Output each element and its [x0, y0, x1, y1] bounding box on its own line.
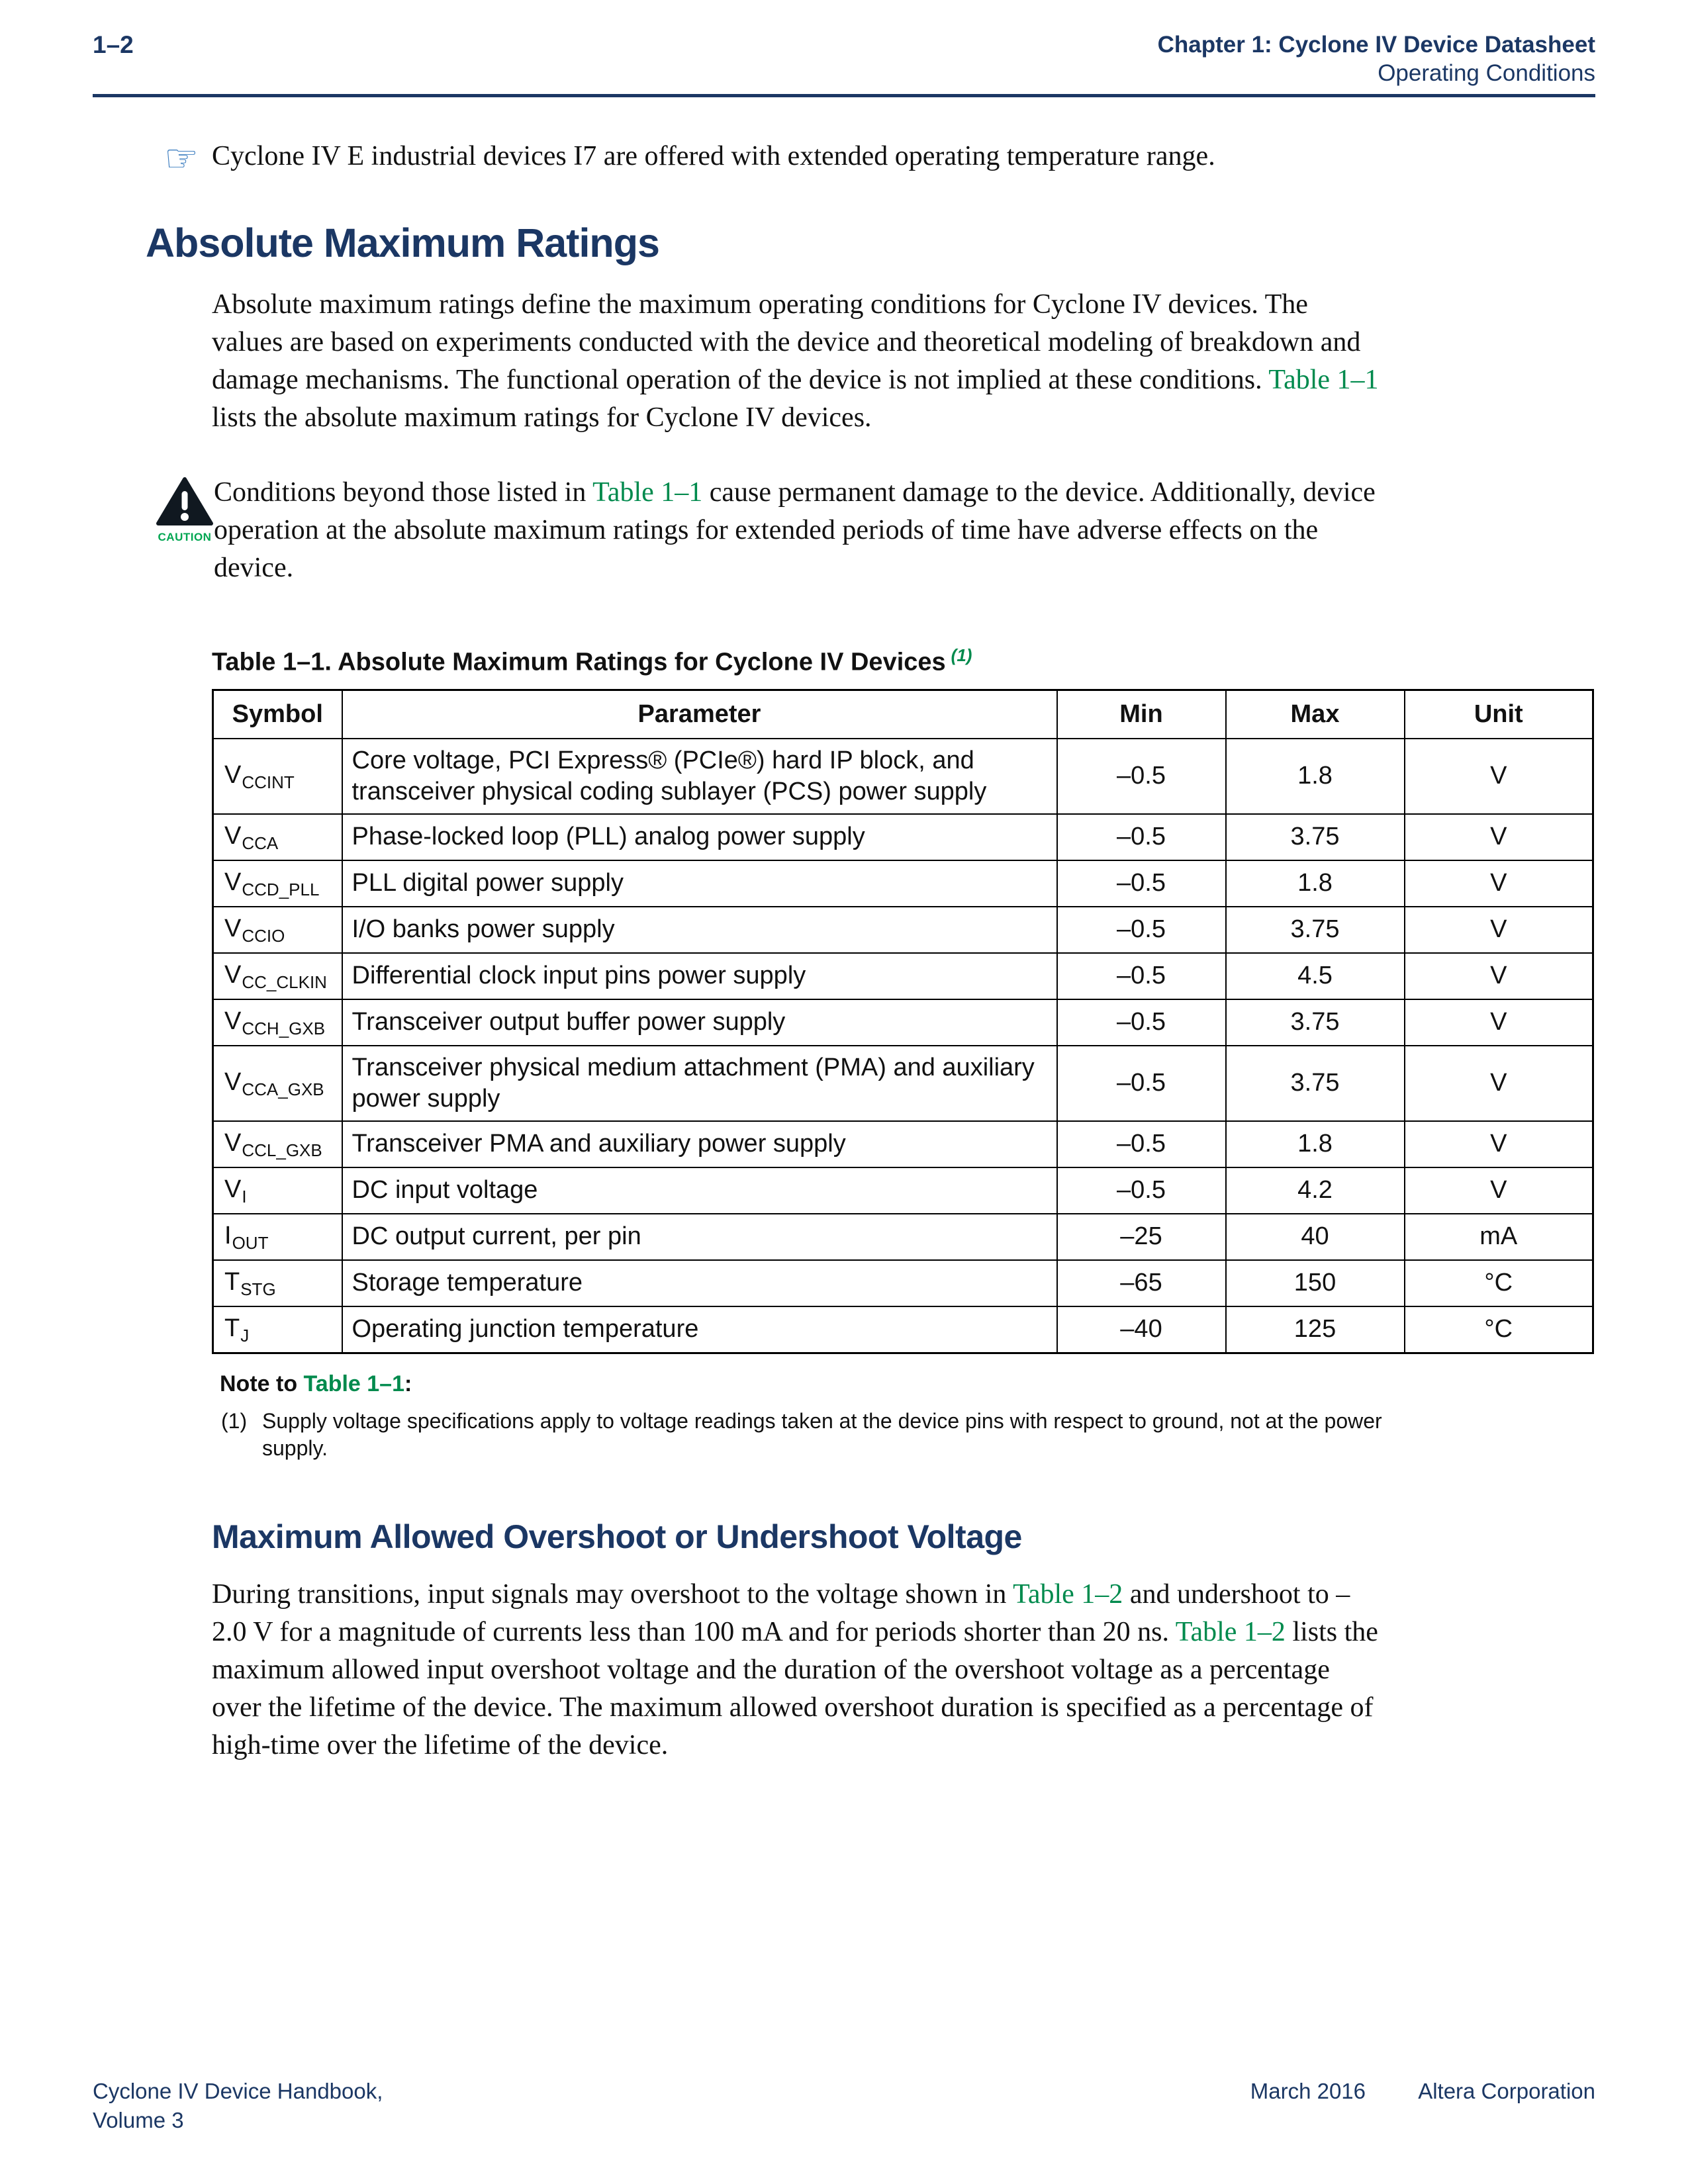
symbol-cell — [213, 814, 342, 860]
table-row — [213, 1306, 1593, 1353]
table-row — [213, 999, 1593, 1046]
min-cell: –0.5 — [1057, 999, 1226, 1046]
table-1-1-block — [212, 645, 1592, 1462]
min-cell: –65 — [1057, 1260, 1226, 1306]
parameter-cell: DC output current, per pin — [342, 1214, 1057, 1260]
symbol-subscript: J — [240, 1325, 250, 1345]
chapter-title: Chapter 1: Cyclone IV Device Datasheet — [1157, 32, 1595, 58]
symbol-base: V — [224, 1068, 242, 1096]
symbol-base: V — [224, 821, 242, 850]
max-cell: 40 — [1226, 1214, 1405, 1260]
min-cell: –0.5 — [1057, 860, 1226, 907]
symbol-cell — [213, 739, 342, 814]
handbook-title: Cyclone IV Device Handbook, — [93, 2079, 383, 2103]
parameter-cell: Transceiver PMA and auxiliary power supply — [342, 1121, 1057, 1167]
parameter-cell: Transceiver physical medium attachment (PMA) and auxiliary power supply — [342, 1046, 1057, 1121]
abs-max-table-body — [213, 739, 1593, 1353]
table-row — [213, 1214, 1593, 1260]
unit-cell: V — [1405, 860, 1593, 907]
symbol-cell — [213, 1306, 342, 1353]
table-1-2-link[interactable]: Table 1–2 — [1013, 1578, 1123, 1610]
caution-icon — [156, 477, 214, 587]
parameter-cell: Core voltage, PCI Express® (PCIe®) hard IP block, and transceiver physical coding sublayer (PCS) power supply — [342, 739, 1057, 814]
symbol-base: T — [224, 1314, 240, 1342]
max-cell: 3.75 — [1226, 907, 1405, 953]
symbol-subscript: CCH_GXB — [242, 1018, 326, 1038]
min-cell: –25 — [1057, 1214, 1226, 1260]
column-header-min: Min — [1057, 690, 1226, 739]
page-number: 1–2 — [93, 31, 134, 58]
paragraph-text: During transitions, input signals may overshoot to the voltage shown in — [212, 1578, 1013, 1610]
unit-cell: V — [1405, 1167, 1593, 1214]
symbol-base: V — [224, 1007, 242, 1035]
caution-label: CAUTION — [158, 531, 212, 543]
symbol-cell — [213, 860, 342, 907]
unit-cell: mA — [1405, 1214, 1593, 1260]
unit-cell: V — [1405, 999, 1593, 1046]
table-row — [213, 860, 1593, 907]
table-row — [213, 1046, 1593, 1121]
footnote-number: (1) — [221, 1408, 248, 1433]
section-title: Absolute Maximum Ratings — [146, 220, 659, 265]
symbol-subscript: CCIO — [242, 925, 285, 946]
min-cell: –0.5 — [1057, 739, 1226, 814]
abs-max-paragraph — [212, 286, 1383, 437]
symbol-cell — [213, 907, 342, 953]
min-cell: –40 — [1057, 1306, 1226, 1353]
min-cell: –0.5 — [1057, 907, 1226, 953]
max-cell: 1.8 — [1226, 739, 1405, 814]
table-footnote — [221, 1408, 1592, 1462]
symbol-base: V — [224, 760, 242, 789]
symbol-subscript: STG — [240, 1279, 276, 1299]
table-1-1-link[interactable]: Table 1–1 — [1268, 365, 1379, 395]
symbol-cell — [213, 1214, 342, 1260]
max-cell: 150 — [1226, 1260, 1405, 1306]
header-right — [1158, 30, 1595, 87]
paragraph-text: cause permanent damage to the device. Additionally, device operation at the absolute maximum ratings for extended periods of time have adverse effects on the device. — [214, 477, 1376, 583]
column-header-symbol: Symbol — [213, 690, 342, 739]
column-header-unit: Unit — [1405, 690, 1593, 739]
header-section-title: Operating Conditions — [1378, 60, 1595, 86]
symbol-base: V — [224, 1175, 242, 1203]
parameter-cell: Differential clock input pins power supply — [342, 953, 1057, 999]
symbol-subscript: CCA — [242, 833, 279, 853]
symbol-subscript: CC_CLKIN — [242, 972, 327, 992]
unit-cell: V — [1405, 739, 1593, 814]
table-row — [213, 1167, 1593, 1214]
table-1-1-link[interactable]: Table 1–1 — [303, 1371, 404, 1396]
table-1-2-link[interactable]: Table 1–2 — [1175, 1616, 1286, 1647]
table-row — [213, 953, 1593, 999]
page-content — [93, 111, 1595, 1764]
symbol-subscript: CCD_PLL — [242, 879, 320, 899]
paragraph-text: Absolute maximum ratings define the maximum operating conditions for Cyclone IV devices. The values are based on experiments conducted with the device and theoretical modeling of breakdown and damage mechanisms. The functional operation of the device is not implied at these conditions. — [212, 289, 1361, 395]
footer-date: March 2016 — [1250, 2079, 1366, 2103]
symbol-subscript: I — [242, 1186, 247, 1206]
paragraph-text: Conditions beyond those listed in — [214, 477, 593, 508]
symbol-cell — [213, 999, 342, 1046]
page-footer — [93, 2077, 1595, 2135]
unit-cell: °C — [1405, 1260, 1593, 1306]
table-caption — [212, 645, 1592, 677]
unit-cell: °C — [1405, 1306, 1593, 1353]
note-label: : — [404, 1371, 412, 1396]
table-row — [213, 739, 1593, 814]
overshoot-paragraph — [212, 1576, 1383, 1764]
note-callout — [164, 138, 1595, 179]
symbol-subscript: OUT — [232, 1232, 269, 1253]
parameter-cell: Transceiver output buffer power supply — [342, 999, 1057, 1046]
unit-cell: V — [1405, 1046, 1593, 1121]
symbol-base: V — [224, 1128, 242, 1157]
symbol-cell — [213, 1121, 342, 1167]
max-cell: 3.75 — [1226, 1046, 1405, 1121]
page-header — [93, 30, 1595, 97]
symbol-base: I — [224, 1221, 232, 1250]
pointing-hand-icon: ☞ — [164, 136, 199, 181]
max-cell: 3.75 — [1226, 814, 1405, 860]
table-1-1-link[interactable]: Table 1–1 — [592, 477, 703, 508]
footer-company: Altera Corporation — [1418, 2079, 1595, 2103]
min-cell: –0.5 — [1057, 1167, 1226, 1214]
parameter-cell: DC input voltage — [342, 1167, 1057, 1214]
note-label: Note to — [220, 1371, 304, 1396]
unit-cell: V — [1405, 953, 1593, 999]
table-row — [213, 1121, 1593, 1167]
abs-max-table — [212, 689, 1594, 1354]
table-row — [213, 814, 1593, 860]
parameter-cell: I/O banks power supply — [342, 907, 1057, 953]
caution-triangle-icon — [156, 477, 214, 527]
symbol-base: T — [224, 1267, 240, 1296]
footnote-text: Supply voltage specifications apply to voltage readings taken at the device pins with respect to ground, not at the power supply. — [262, 1408, 1382, 1460]
max-cell: 1.8 — [1226, 1121, 1405, 1167]
paragraph-text: lists the maximum allowed input overshoot voltage and the duration of the overshoot voltage as a percentage over the lifetime of the device. The maximum allowed overshoot duration is specified as a percentage of high-time over the lifetime of the device. — [212, 1616, 1378, 1760]
footer-left — [93, 2077, 383, 2135]
min-cell: –0.5 — [1057, 814, 1226, 860]
min-cell: –0.5 — [1057, 1046, 1226, 1121]
column-header-parameter: Parameter — [342, 690, 1057, 739]
table-note-heading — [220, 1371, 1592, 1397]
symbol-cell — [213, 1167, 342, 1214]
table-row — [213, 907, 1593, 953]
min-cell: –0.5 — [1057, 1121, 1226, 1167]
unit-cell: V — [1405, 814, 1593, 860]
parameter-cell: Operating junction temperature — [342, 1306, 1057, 1353]
unit-cell: V — [1405, 907, 1593, 953]
symbol-subscript: CCL_GXB — [242, 1140, 322, 1160]
max-cell: 125 — [1226, 1306, 1405, 1353]
max-cell: 4.5 — [1226, 953, 1405, 999]
symbol-cell — [213, 1260, 342, 1306]
handbook-volume: Volume 3 — [93, 2108, 184, 2132]
unit-cell: V — [1405, 1121, 1593, 1167]
symbol-subscript: CCINT — [242, 772, 295, 792]
symbol-cell — [213, 953, 342, 999]
caution-callout — [156, 474, 1595, 587]
caution-text — [214, 474, 1385, 587]
column-header-max: Max — [1226, 690, 1405, 739]
symbol-base: V — [224, 914, 242, 942]
parameter-cell: Phase-locked loop (PLL) analog power supply — [342, 814, 1057, 860]
max-cell: 4.2 — [1226, 1167, 1405, 1214]
paragraph-text: and undershoot to –2.0 V for a magnitude of currents less than 100 mA and for periods shorter than 20 ns. — [212, 1578, 1350, 1647]
table-header-row — [213, 690, 1593, 739]
max-cell: 1.8 — [1226, 860, 1405, 907]
symbol-base: V — [224, 960, 242, 989]
parameter-cell: PLL digital power supply — [342, 860, 1057, 907]
parameter-cell: Storage temperature — [342, 1260, 1057, 1306]
table-caption-text: Table 1–1. Absolute Maximum Ratings for Cyclone IV Devices — [212, 648, 946, 676]
max-cell: 3.75 — [1226, 999, 1405, 1046]
symbol-subscript: CCA_GXB — [242, 1079, 324, 1099]
paragraph-text: lists the absolute maximum ratings for Cyclone IV devices. — [212, 402, 872, 433]
min-cell: –0.5 — [1057, 953, 1226, 999]
symbol-base: V — [224, 868, 242, 896]
footer-right — [1250, 2077, 1595, 2106]
table-row — [213, 1260, 1593, 1306]
note-text: Cyclone IV E industrial devices I7 are offered with extended operating temperature range. — [212, 141, 1215, 171]
subsection-title: Maximum Allowed Overshoot or Undershoot Voltage — [212, 1518, 1022, 1555]
footnote-ref[interactable]: (1) — [951, 645, 972, 665]
symbol-cell — [213, 1046, 342, 1121]
